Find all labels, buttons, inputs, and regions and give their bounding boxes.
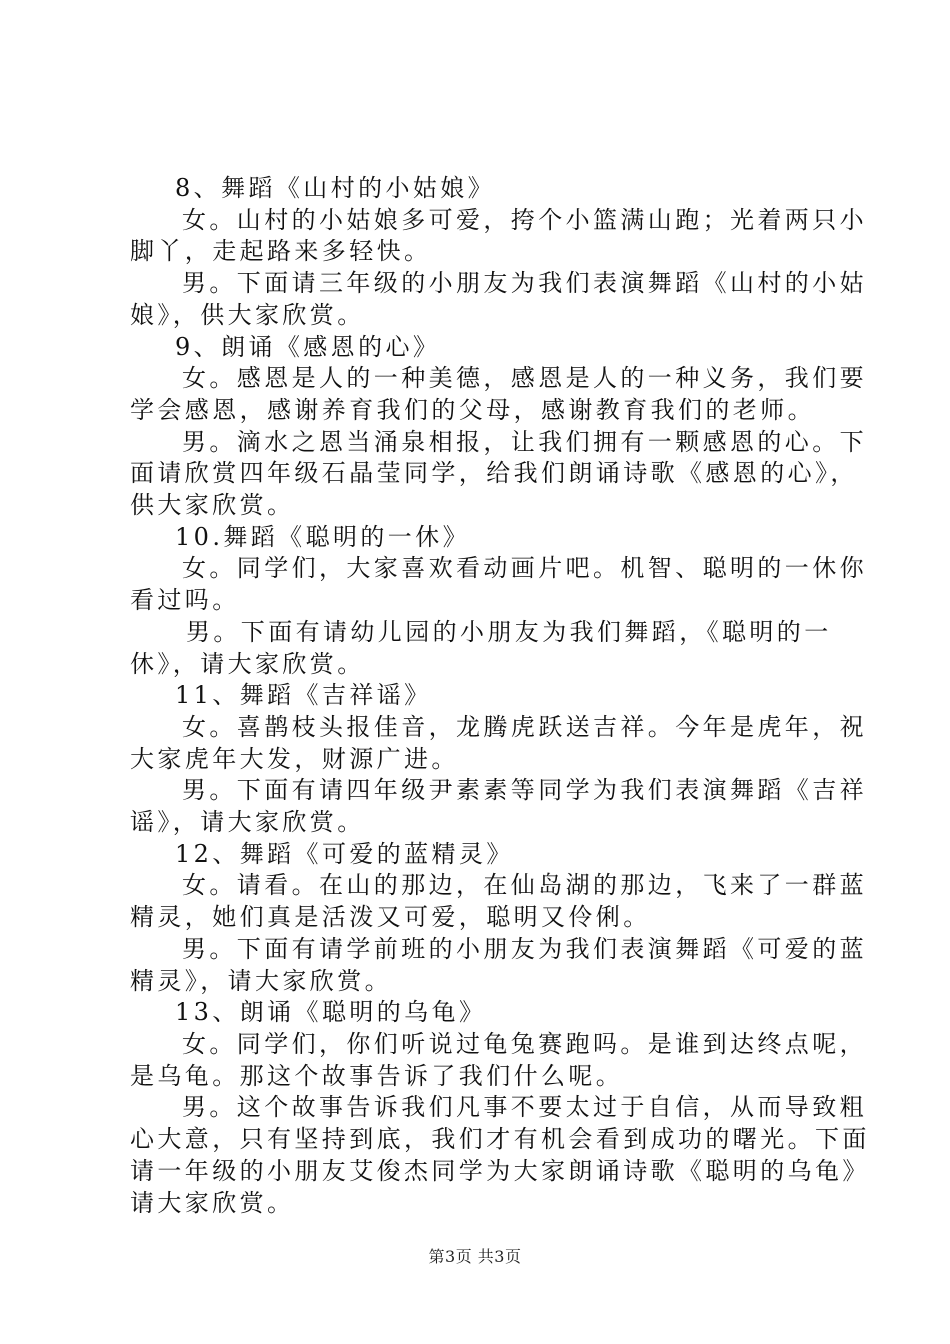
paragraph-line: 女。喜鹊枝头报佳音，龙腾虎跃送吉祥。今年是虎年，祝	[182, 712, 867, 741]
paragraph-line: 学会感恩，感谢养育我们的父母，感谢教育我们的老师。	[130, 395, 815, 424]
paragraph-line: 男。下面有请幼儿园的小朋友为我们舞蹈，《聪明的一	[186, 617, 832, 646]
paragraph-line: 男。下面有请四年级尹素素等同学为我们表演舞蹈《吉祥	[182, 776, 867, 805]
paragraph-line: 供大家欣赏。	[130, 491, 295, 520]
paragraph-line: 精灵》，请大家欣赏。	[130, 966, 392, 995]
paragraph-line: 女。请看。在山的那边，在仙岛湖的那边，飞来了一群蓝	[182, 871, 867, 900]
paragraph-line: 休》，请大家欣赏。	[130, 649, 365, 678]
paragraph-line: 心大意，只有坚持到底，我们才有机会看到成功的曙光。下面	[130, 1125, 870, 1154]
section-heading: 13、朗诵《聪明的乌龟》	[175, 998, 487, 1027]
paragraph-line: 面请欣赏四年级石晶莹同学，给我们朗诵诗歌《感恩的心》，	[130, 459, 858, 488]
paragraph-line: 脚丫，走起路来多轻快。	[130, 237, 432, 266]
paragraph-line: 是乌龟。那这个故事告诉了我们什么呢。	[130, 1061, 624, 1090]
section-heading: 12、舞蹈《可爱的蓝精灵》	[175, 839, 514, 868]
paragraph-line: 女。同学们，大家喜欢看动画片吧。机智、聪明的一休你	[182, 554, 867, 583]
page-footer: 第3页 共3页	[428, 1247, 522, 1266]
section-heading: 9、朗诵《感恩的心》	[175, 332, 441, 361]
paragraph-line: 男。这个故事告诉我们凡事不要太过于自信，从而导致粗	[182, 1093, 867, 1122]
section-heading: 8、舞蹈《山村的小姑娘》	[175, 174, 496, 202]
paragraph-line: 女。感恩是人的一种美德，感恩是人的一种义务，我们要	[182, 364, 867, 393]
section-heading: 11、舞蹈《吉祥谣》	[175, 681, 432, 710]
paragraph-line: 娘》，供大家欣赏。	[130, 300, 365, 329]
paragraph-line: 男。下面有请学前班的小朋友为我们表演舞蹈《可爱的蓝	[182, 934, 867, 963]
paragraph-line: 请大家欣赏。	[130, 1188, 295, 1217]
paragraph-line: 女。山村的小姑娘多可爱，挎个小篮满山跑；光着两只小	[182, 205, 867, 234]
paragraph-line: 谣》，请大家欣赏。	[130, 808, 365, 837]
paragraph-line: 大家虎年大发，财源广进。	[130, 744, 459, 773]
paragraph-line: 看过吗。	[130, 586, 240, 615]
paragraph-line: 女。同学们，你们听说过龟兔赛跑吗。是谁到达终点呢，	[182, 1029, 867, 1058]
paragraph-line: 精灵，她们真是活泼又可爱，聪明又伶俐。	[130, 903, 651, 932]
document-body	[130, 173, 870, 1219]
paragraph-line: 男。滴水之恩当涌泉相报，让我们拥有一颗感恩的心。下	[182, 427, 867, 456]
paragraph-line: 男。下面请三年级的小朋友为我们表演舞蹈《山村的小姑	[182, 269, 867, 298]
paragraph-line: 请一年级的小朋友艾俊杰同学为大家朗诵诗歌《聪明的乌龟》	[130, 1156, 870, 1185]
section-heading: 10.舞蹈《聪明的一休》	[175, 522, 470, 551]
